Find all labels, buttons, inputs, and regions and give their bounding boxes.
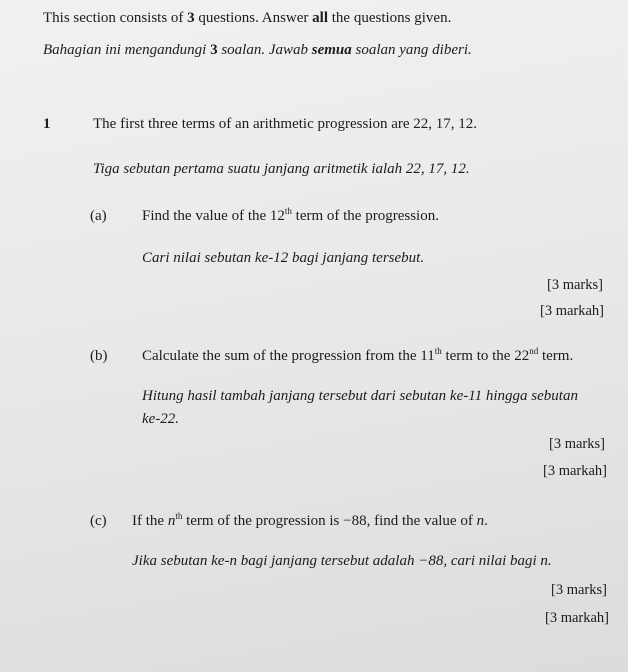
part-a-en-before: Find the value of the 12 [142,208,285,224]
instruction-en-all: all [312,10,328,26]
part-a-en-sup: th [284,206,292,216]
instruction-ms-middle: soalan. Jawab [217,42,312,58]
instruction-ms-before: Bahagian ini mengandungi [43,42,211,58]
part-c-en-sup: th [175,511,183,521]
part-b-en-after: term. [538,348,574,364]
part-a-text-en [142,207,439,225]
part-c-en-var: n [167,513,176,529]
part-b-marks-en: [3 marks] [549,436,605,452]
part-a-en-after: term of the progression. [291,208,439,224]
part-b-text-ms-line1: Hitung hasil tambah janjang tersebut dari sebutan ke-11 hingga sebutan [142,388,578,404]
part-c-en-after: . [484,513,488,529]
part-c-marks-en: [3 marks] [551,582,607,598]
instruction-en-middle: questions. Answer [194,10,313,26]
part-c-marks-ms: [3 markah] [545,610,610,626]
question-stem-ms: Tiga sebutan pertama suatu janjang aritmetik ialah 22, 17, 12. [93,161,470,177]
part-a-marks-en: [3 marks] [547,277,603,293]
part-c-label: (c) [90,513,107,529]
part-a-marks-ms: [3 markah] [540,303,605,319]
instruction-en-after: the questions given. [328,10,452,26]
instruction-ms [43,41,472,59]
part-b-text-en [142,347,573,365]
part-c-en-before: If the [132,513,168,529]
part-b-en-middle: term to the 22 [441,348,530,364]
part-c-en-var2: n [476,513,485,529]
instruction-ms-after: soalan yang diberi. [351,42,472,58]
part-b-marks-ms: [3 markah] [543,463,608,479]
part-b-en-sup1: th [434,346,442,356]
part-c-en-middle: term of the progression is −88, find the value of [182,513,477,529]
instruction-en-before: This section consists of [43,10,188,26]
part-b-en-before: Calculate the sum of the progression from the 11 [142,348,435,364]
question-stem-en: The first three terms of an arithmetic progression are 22, 17, 12. [93,116,478,132]
part-c-text-en [132,512,488,530]
part-b-label: (b) [90,348,108,364]
instruction-en-count: 3 [187,10,195,26]
part-c-text-ms: Jika sebutan ke-n bagi janjang tersebut adalah −88, cari nilai bagi n. [132,553,552,569]
instruction-ms-count: 3 [210,42,218,58]
part-a-text-ms: Cari nilai sebutan ke-12 bagi janjang tersebut. [142,250,425,266]
part-a-label: (a) [90,208,107,224]
question-number: 1 [43,116,51,132]
instruction-ms-all: semua [311,42,352,58]
part-b-text-ms-line2: ke-22. [142,411,180,427]
instruction-en [43,9,451,27]
part-b-en-sup2: nd [529,346,539,356]
